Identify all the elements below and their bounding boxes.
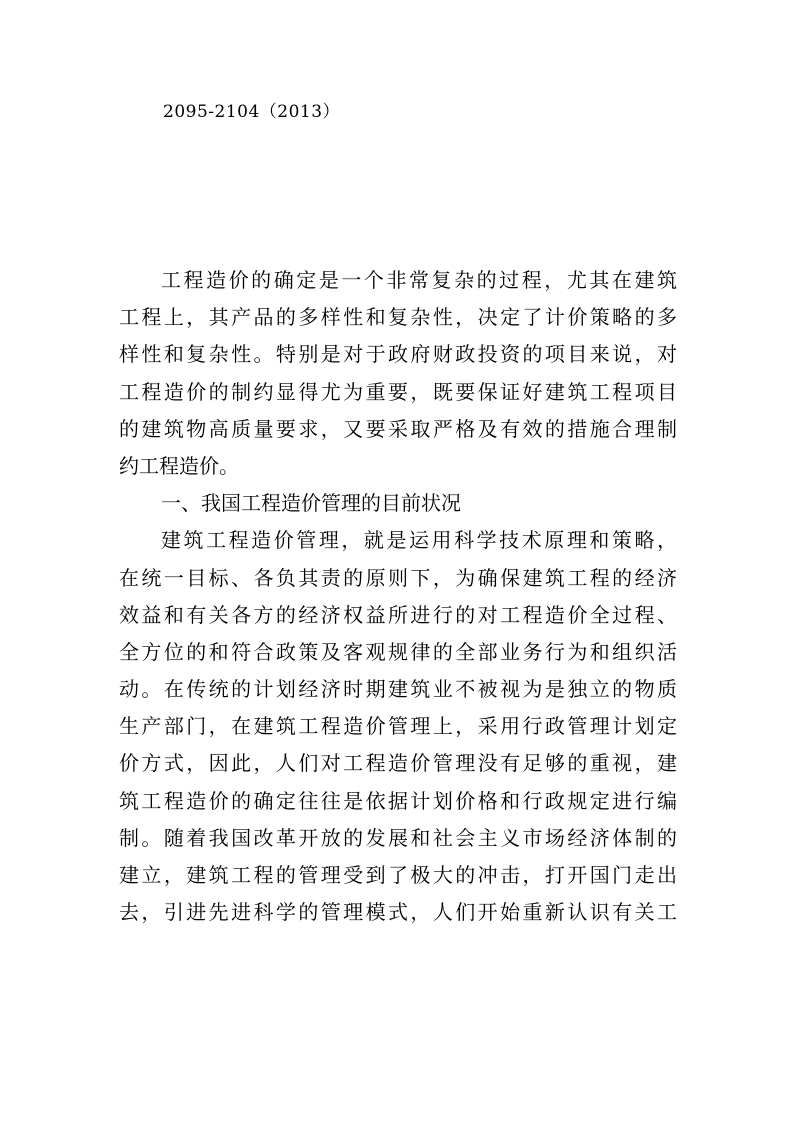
text-line: 约工程造价。 (119, 453, 239, 478)
text-line: 生产部门，在建筑工程造价管理上，采用行政管理计划定 (119, 714, 677, 739)
text-line: 去，引进先进科学的管理模式，人们开始重新认识有关工 (119, 900, 677, 925)
text-line: 在统一目标、各负其责的原则下，为确保建筑工程的经济 (119, 565, 677, 590)
text-line: 样性和复杂性。特别是对于政府财政投资的项目来说，对 (119, 342, 677, 367)
section-heading: 一、我国工程造价管理的目前状况 (161, 491, 461, 516)
text-line: 建筑工程造价管理，就是运用科学技术原理和策略， (161, 528, 677, 553)
text-line: 制。随着我国改革开放的发展和社会主义市场经济体制的 (119, 825, 677, 850)
text-line: 的建筑物高质量要求，又要采取严格及有效的措施合理制 (119, 416, 677, 441)
text-line: 动。在传统的计划经济时期建筑业不被视为是独立的物质 (119, 677, 677, 702)
text-line: 工程上，其产品的多样性和复杂性，决定了计价策略的多 (119, 305, 677, 330)
text-line: 工程造价的制约显得尤为重要，既要保证好建筑工程项目 (119, 379, 677, 404)
text-line: 效益和有关各方的经济权益所进行的对工程造价全过程、 (119, 602, 677, 627)
body-text (119, 262, 677, 931)
reference-line: 2095-2104（2013） (163, 102, 341, 122)
text-line: 工程造价的确定是一个非常复杂的过程，尤其在建筑 (161, 268, 677, 292)
text-line: 价方式，因此，人们对工程造价管理没有足够的重视，建 (119, 751, 677, 776)
text-line: 全方位的和符合政策及客观规律的全部业务行为和组织活 (119, 639, 677, 664)
text-line: 建立，建筑工程的管理受到了极大的冲击，打开国门走出 (119, 863, 677, 887)
text-line: 筑工程造价的确定往往是依据计划价格和行政规定进行编 (119, 788, 677, 813)
